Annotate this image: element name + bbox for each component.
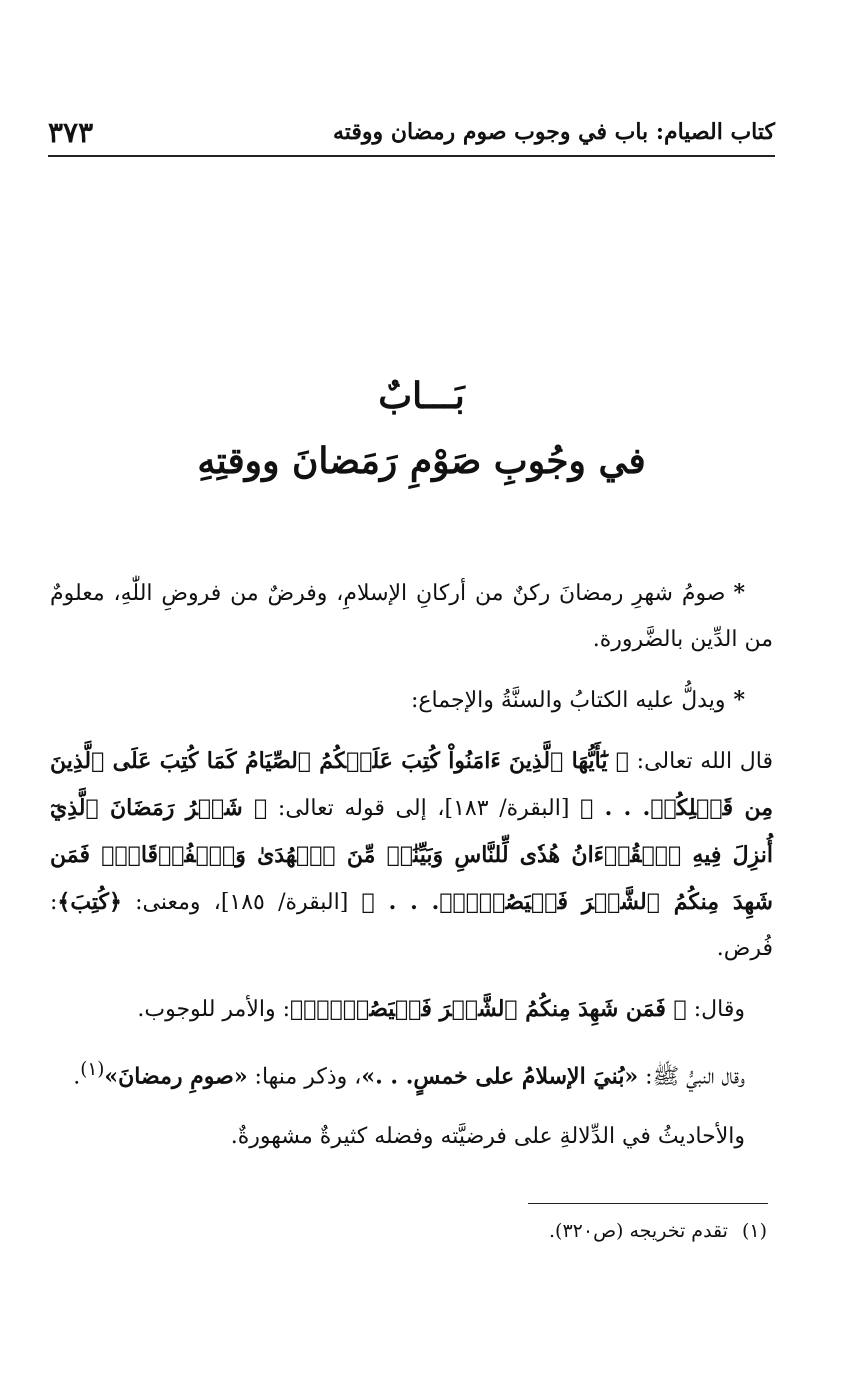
hadith-quote: «بُنيَ الإسلامُ على خمسٍ. . .» — [361, 1063, 639, 1090]
running-header — [48, 112, 775, 152]
paragraph-5-end: . — [73, 1064, 81, 1090]
paragraph-5 — [50, 1047, 773, 1100]
verse-ref-185: [البقرة/ ١٨٥]، ومعنى: — [121, 890, 362, 915]
chapter-word: بَـــابٌ — [378, 375, 465, 417]
meaning-text: : فُرض. — [50, 890, 773, 961]
quran-verse-183: ﴿ يَٰٓأَيُّهَا ٱلَّذِينَ ءَامَنُواْ كُتِبَ عَلَيۡكُمُ ٱلصِّيَامُ كَمَا كُتِبَ عَلَى ٱلَّذِينَ مِن قَبۡلِكُمۡ. . . ﴾ — [50, 748, 773, 821]
footnote — [549, 1216, 767, 1246]
quran-word-kutiba: ﴿كُتِبَ﴾ — [57, 889, 122, 915]
header-rule — [48, 155, 775, 157]
paragraph-5-mid: ، وذكر منها: — [247, 1064, 362, 1090]
paragraph-4-end: : والأمر للوجوب. — [137, 997, 291, 1022]
paragraph-1 — [50, 570, 773, 663]
page-number: ٣٧٣ — [48, 115, 94, 149]
paragraph-3 — [50, 738, 773, 972]
paragraph-6 — [50, 1114, 773, 1160]
paragraph-2 — [50, 677, 773, 724]
body-text — [50, 570, 773, 1174]
paragraph-4 — [50, 986, 773, 1033]
verse-ref-183: [البقرة/ ١٨٣]، إلى قوله تعالى: — [267, 796, 581, 821]
quran-verse-short: ﴿ فَمَن شَهِدَ مِنكُمُ ٱلشَّهۡرَ فَلۡيَصُمۡهُۖ﴾ — [290, 996, 687, 1022]
hadith-part: «صومِ رمضانَ» — [104, 1063, 248, 1090]
footnote-text: تقدم تخريجه (ص٣٢٠). — [548, 1220, 728, 1242]
paragraph-4-intro: وقال: — [686, 997, 745, 1022]
paragraph-6-text: والأحاديثُ في الدِّلالةِ على فرضيَّته وفضله كثيرةٌ مشهورةٌ. — [230, 1124, 745, 1150]
footnote-rule — [528, 1203, 768, 1204]
paragraph-1-text: صومُ شهرِ رمضانَ ركنٌ من أركانِ الإسلامِ، وفرضٌ من فروضِ اللّٰهِ، معلومٌ من الدِّين بالضَّرورة. — [50, 581, 773, 652]
chapter-title: في وجُوبِ صَوْمِ رَمَضانَ ووقتِهِ — [197, 440, 646, 482]
star-bullet: * — [733, 687, 745, 713]
footnote-number: (١) — [741, 1220, 767, 1242]
footnote-ref[interactable]: (١) — [80, 1059, 105, 1080]
running-title: كتاب الصيام: باب في وجوب صوم رمضان ووقته — [332, 119, 775, 145]
quran-verse-185: ﴿ شَهۡرُ رَمَضَانَ ٱلَّذِيٓ أُنزِلَ فِيهِ ٱلۡقُرۡءَانُ هُدٗى لِّلنَّاسِ وَبَيِّنَٰتٖ مِّنَ ٱلۡهُدَىٰ وَٱلۡفُرۡقَانِۚ فَمَن شَهِدَ مِنكُمُ ٱلشَّهۡرَ فَلۡيَصُمۡهُۖ. . . ﴾ — [50, 795, 774, 915]
paragraph-2-text: ويدلُّ عليه الكتابُ والسنَّةُ والإجماع: — [411, 688, 726, 713]
paragraph-3-intro: قال الله تعالى: — [629, 749, 774, 774]
paragraph-5-intro: وقال النبيُّ ﷺ: — [638, 1064, 745, 1090]
star-bullet: * — [733, 580, 745, 606]
